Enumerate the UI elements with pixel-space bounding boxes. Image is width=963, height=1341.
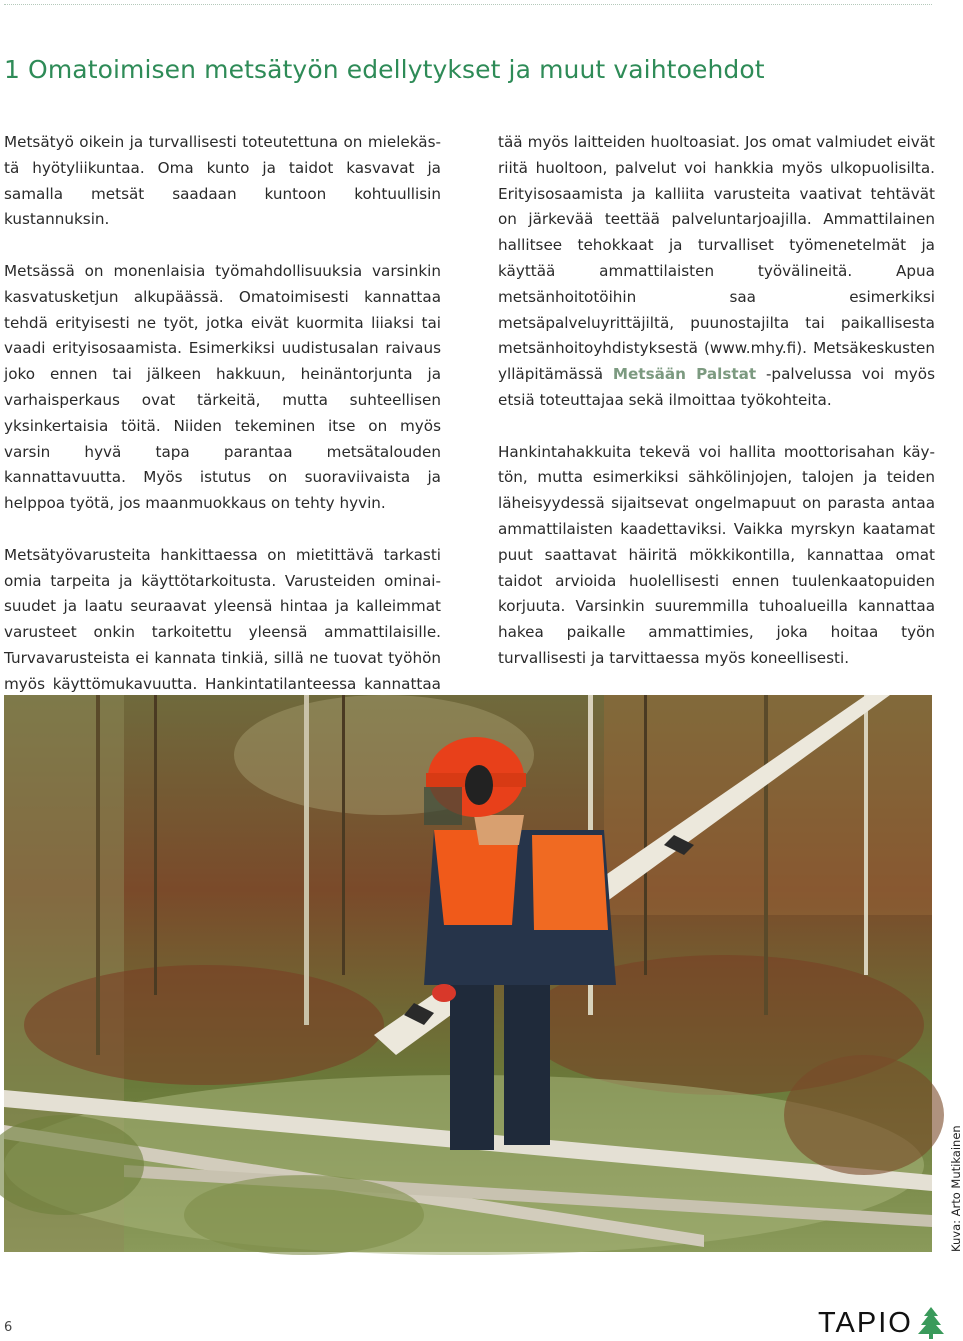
top-rule bbox=[4, 4, 932, 5]
left-paragraph-3: Metsätyövarusteita hankittaessa on mietittävä tarkasti omia tarpeita ja käyttötarkoitusta. Varusteiden ominaisuudet ja laatu seuraavat yleensä hintaa ja kalleimmat varusteet onkin tarkoitettu yleensä ammattilaisille. Turvavarusteista ei kannata tinkiä, sillä ne tuovat työhön myös käyttömukavuutta. Hankintatilanteessa kannattaa bbox=[4, 545, 441, 693]
forest-work-photo bbox=[4, 695, 932, 1252]
tapio-logo bbox=[818, 1306, 944, 1340]
right-paragraph-1-start: tää myös laitteiden huoltoasiat. Jos omat valmiudet eivät riitä huoltoon, palvelut voi hankkia myös ulkopuolisilta. Erityisosaamista ja kalliita varusteita vaativat tehtävät on järkevää teettää palveluntarjoajilla. Ammattilainen hallitsee tehokkaat ja turvalliset työmenetelmät ja käyttää ammattilaisten työvälineitä. Apua metsänhoitotöihin saa esimerkiksi metsäpalveluyrittäjiltä, puunostajilta tai paikallisesta metsänhoitoyhdistyksestä (www.mhy.fi). Metsäkeskusten ylläpitämässä bbox=[498, 133, 935, 384]
photo-credit: Kuva: Arto Mutikainen bbox=[949, 1125, 963, 1252]
tapio-logo-text: TAPIO bbox=[818, 1307, 913, 1339]
metsaan-palstat-link[interactable]: Metsään Palstat bbox=[612, 365, 757, 384]
right-column bbox=[498, 130, 935, 672]
left-paragraph-2: Metsässä on monenlaisia työmahdollisuuksia varsinkin kasvatusketjun alkupäässä. Omatoimisesti kannattaa tehdä erityisesti ne työt, jotka eivät kuormita liiaksi tai vaadi erityisosaamista. Esimerkiksi uudistusalan raivaus joko ennen tai jälkeen hakkuun, heinäntorjunta ja varhaisperkaus ovat tärkeitä, mutta suhteellisen yksinkertaisia töitä. Niiden tekeminen itse on myös varsin hyvä tapa parantaa metsätalouden kannattavuutta. Myös istutus on suoraviivaista ja helppoa työtä, jos maanmuokkaus on tehty hyvin. bbox=[4, 261, 441, 513]
right-paragraph-1-end: -palvelussa voi myös etsiä toteuttajaa sekä ilmoittaa työkohteita. bbox=[498, 365, 935, 409]
page-title: 1 Omatoimisen metsätyön edellytykset ja muut vaihtoehdot bbox=[4, 55, 765, 84]
page-number: 6 bbox=[4, 1320, 13, 1335]
left-paragraph-1: Metsätyö oikein ja turvallisesti toteutettuna on mielekästä hyötyliikuntaa. Oma kunto ja taidot kasvavat ja samalla metsät saadaan kuntoon kohtuullisin kustannuksin. bbox=[4, 133, 441, 229]
spruce-tree-icon bbox=[918, 1307, 944, 1339]
right-paragraph-1 bbox=[498, 130, 935, 414]
left-column bbox=[4, 130, 441, 723]
right-paragraph-2: Hankintahakkuita tekevä voi hallita moottorisahan käytön, mutta esimerkiksi sähkölinjojen, talojen ja teiden läheisyydessä sijaitsevat ongelmapuut on parasta antaa ammattilaisten kaadettaviksi. Vaikka myrskyn kaatamat puut saattavat häiritä mökkikontilla, kannattaa omat taidot arvioida huolellisesti ennen tuulenkaatopuiden korjuuta. Varsinkin suuremmilla tuhoalueilla kannattaa hakea paikalle ammattimies, joka hoitaa työn turvallisesti ja tarvittaessa myös koneellisesti. bbox=[498, 442, 935, 667]
